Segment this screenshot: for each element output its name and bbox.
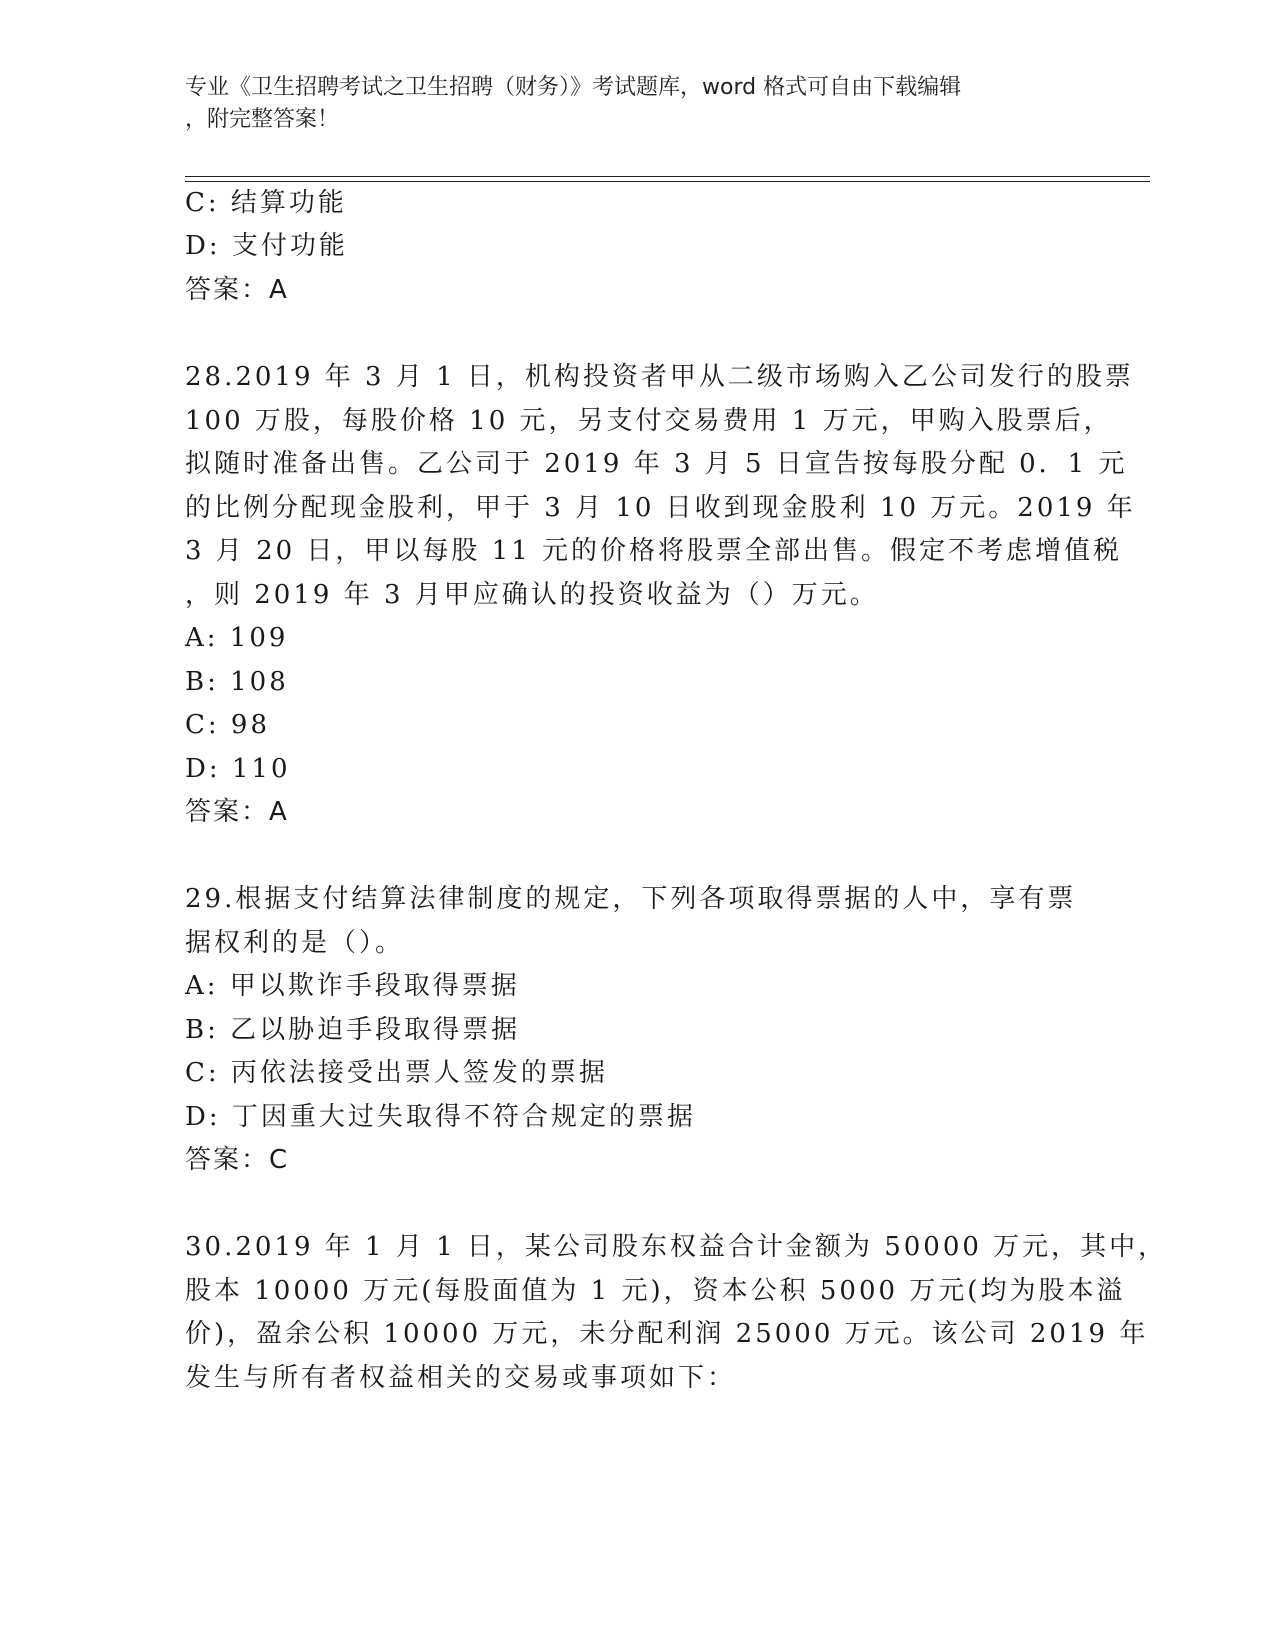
q28-option-d: D: 110	[185, 754, 291, 784]
q28-stem-line: ，则 2019 年 3 月甲应确认的投资收益为（）万元。	[185, 580, 879, 610]
header-line-2: ，附完整答案！	[185, 107, 340, 132]
q28-stem-line: 100 万股，每股价格 10 元，另支付交易费用 1 万元，甲购入股票后，	[185, 406, 1113, 436]
document-header	[185, 72, 1065, 136]
q30-stem-line: 发生与所有者权益相关的交易或事项如下：	[185, 1363, 737, 1393]
q28-stem-line: 的比例分配现金股利，甲于 3 月 10 日收到现金股利 10 万元。2019 年	[185, 493, 1136, 523]
q28-option-a: A: 109	[185, 623, 289, 653]
q28-stem-line: 28.2019 年 3 月 1 日，机构投资者甲从二级市场购入乙公司发行的股票	[185, 362, 1134, 392]
prev-option-d: D: 支付功能	[185, 231, 348, 261]
q28-option-b: B: 108	[185, 667, 289, 697]
q30-stem-line: 价)，盈余公积 10000 万元，未分配利润 25000 万元。该公司 2019 年	[185, 1319, 1149, 1349]
q30-stem-line: 股本 10000 万元(每股面值为 1 元)，资本公积 5000 万元(均为股本溢	[185, 1276, 1126, 1306]
prev-answer: 答案：A	[185, 275, 289, 305]
q29-option-b: B: 乙以胁迫手段取得票据	[185, 1015, 521, 1045]
q28-answer: 答案：A	[185, 797, 289, 827]
q29-stem-line: 29.根据支付结算法律制度的规定，下列各项取得票据的人中，享有票	[185, 884, 1077, 914]
q29-option-d: D: 丁因重大过失取得不符合规定的票据	[185, 1102, 696, 1132]
q28-stem-line: 拟随时准备出售。乙公司于 2019 年 3 月 5 日宣告按每股分配 0．1 元	[185, 449, 1128, 479]
q28-option-c: C: 98	[185, 710, 271, 740]
header-divider-top	[185, 176, 1150, 177]
header-divider-bottom	[185, 181, 1150, 182]
q30-stem-line: 30.2019 年 1 月 1 日，某公司股东权益合计金额为 50000 万元，其中，	[185, 1232, 1168, 1262]
q29-answer: 答案：C	[185, 1145, 290, 1175]
q29-stem-line: 据权利的是（）。	[185, 928, 405, 958]
q28-stem-line: 3 月 20 日，甲以每股 11 元的价格将股票全部出售。假定不考虑增值税	[185, 536, 1123, 566]
header-line-1: 专业《卫生招聘考试之卫生招聘（财务）》考试题库，word 格式可自由下载编辑	[185, 75, 962, 100]
q29-option-c: C: 丙依法接受出票人签发的票据	[185, 1058, 608, 1088]
prev-option-c: C: 结算功能	[185, 188, 347, 218]
q29-option-a: A: 甲以欺诈手段取得票据	[185, 971, 520, 1001]
